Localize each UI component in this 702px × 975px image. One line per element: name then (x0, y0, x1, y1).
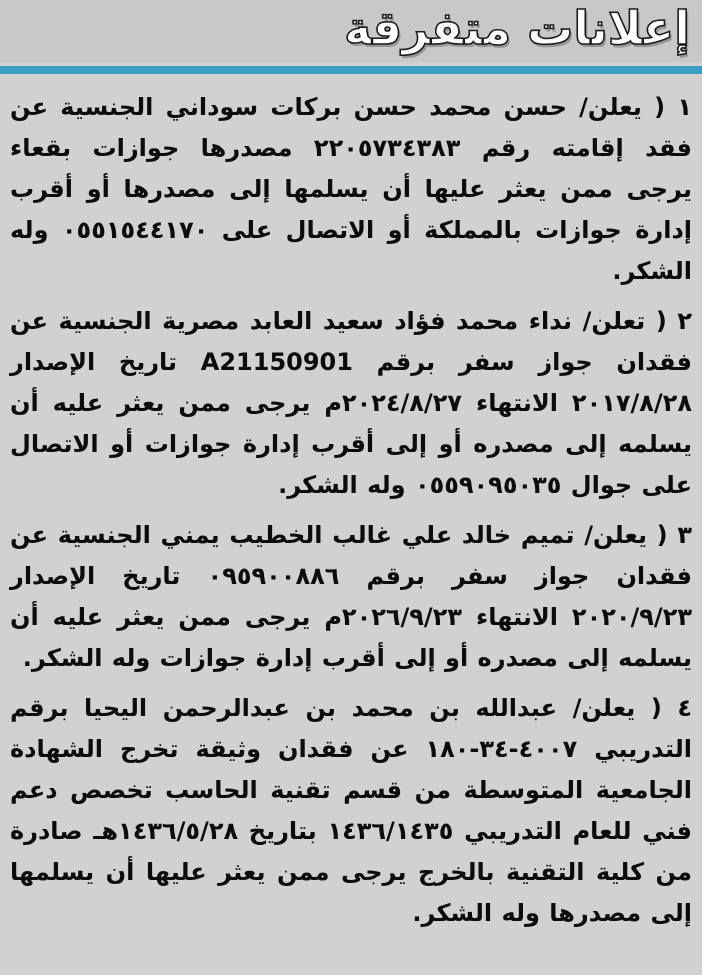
announcement-item-3: ٣ ( يعلن/ تميم خالد علي غالب الخطيب يمني الجنسية عن فقدان جواز سفر برقم ٠٩٥٩٠٠٨٨٦ تاريخ الإصدار ٢٠٢٠/٩/٢٣ الانتهاء ٢٠٢٦/٩/٢٣م يرجى ممن يعثر عليه أن يسلمه إلى مصدره أو إلى أقرب إدارة جوازات وله الشكر. (10, 521, 693, 672)
announcement-item-4: ٤ ( يعلن/ عبدالله بن محمد بن عبدالرحمن اليحيا برقم التدريبي ٤٠٠٧-٣٤-١٨٠ عن فقدان وثيقة تخرج الشهادة الجامعية المتوسطة من قسم تقنية الحاسب تخصص دعم فني للعام التدريبي ١٤٣٦/١٤٣٥ بتاريخ ١٤٣٦/٥/٢٨هـ صادرة من كلية التقنية بالخرج يرجى ممن يعثر عليها أن يسلمها إلى مصدرها وله الشكر. (10, 694, 693, 927)
section-header-band (0, 0, 702, 62)
section-title: إعلانات متفرقة (344, 1, 690, 55)
announcement-item-2: ٢ ( تعلن/ نداء محمد فؤاد سعيد العابد مصرية الجنسية عن فقدان جواز سفر برقم A21150901 تاريخ الإصدار ٢٠١٧/٨/٢٨ الانتهاء ٢٠٢٤/٨/٢٧م يرجى ممن يعثر عليه أن يسلمه إلى مصدره أو إلى أقرب إدارة جوازات أو الاتصال على جوال ٠٥٥٩٠٩٥٠٣٥ وله الشكر. (10, 307, 692, 499)
announcement-item-1: ١ ( يعلن/ حسن محمد حسن بركات سوداني الجنسية عن فقد إقامته رقم ٢٢٠٥٧٣٤٣٨٣ مصدرها جوازات بقعاء يرجى ممن يعثر عليها أن يسلمها إلى مصدرها أو أقرب إدارة جوازات بالمملكة أو الاتصال على ٠٥٥١٥٤٤١٧٠ وله الشكر. (10, 93, 693, 285)
announcements-list (0, 74, 702, 934)
header-accent-bar (0, 66, 702, 74)
